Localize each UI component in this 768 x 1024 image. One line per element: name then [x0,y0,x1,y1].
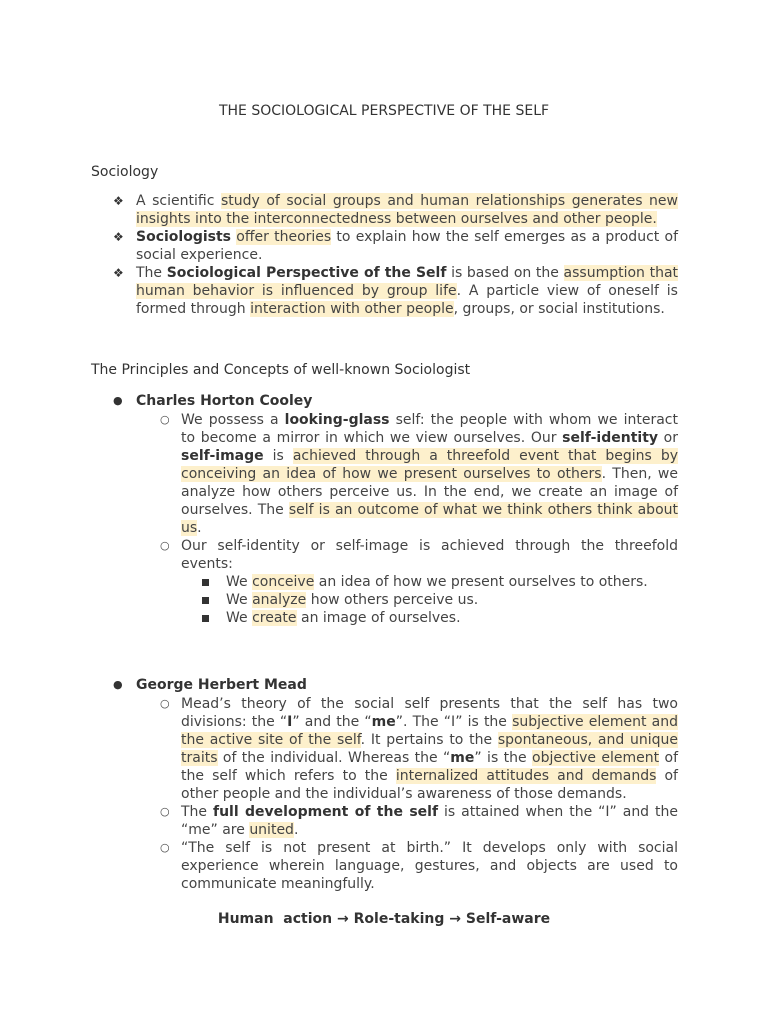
list-item: We conceive an idea of how we present ourselves to others. [202,573,678,591]
list-item: ○ The full development of the self is attained when the “I” and the “me” are united. [160,804,678,838]
list-item: We analyze how others perceive us. [202,591,678,609]
flow-step: Role-taking [353,911,445,927]
mead-list [158,695,678,893]
flow-step: Self-aware [465,911,551,927]
highlight: achieved through a threefold event that begins by conceiving an idea of how we present ourselves to others [181,448,678,482]
highlight: internalized attitudes and demands [395,768,657,784]
diamond-bullet-icon: ❖ [113,194,124,208]
circle-bullet-icon: ○ [160,539,170,552]
cooley-list [158,411,678,627]
highlight: create [252,610,297,626]
diamond-bullet-icon: ❖ [113,230,124,244]
circle-bullet-icon: ○ [160,841,170,854]
list-item: ❖ A scientific study of social groups and human relationships generates new insights into the interconnectedness between ourselves and other people. [113,193,678,227]
cooley-section [113,392,678,627]
square-bullet-icon [202,615,209,622]
highlight: objective element [532,750,660,766]
list-item: We create an image of ourselves. [202,609,678,627]
highlight: study of social groups and human relationships generates new insights into the interconnectedness between ourselves and other people. [136,193,678,227]
diamond-bullet-icon: ❖ [113,266,124,280]
circle-bullet-icon: ○ [160,697,170,710]
list-item: ○ Our self-identity or self-image is achieved through the threefold events: We conceive an idea of how we present ourselves to others. We analyze how others perceive us. We create an image of ourselves. [160,538,678,626]
list-item: ○ “The self is not present at birth.” It develops only with social experience wherein language, gestures, and objects are used to communicate meaningfully. [160,840,678,892]
circle-bullet-icon: ○ [160,413,170,426]
highlight: offer theories [236,229,332,245]
highlight: analyze [252,592,307,608]
highlight: interaction with other people [250,301,454,317]
highlight: spontaneous, and unique traits [181,732,679,766]
arrow-right-icon: → [449,911,461,927]
highlight: assumption that human behavior is influenced by group life [136,265,679,299]
highlight: united [249,822,294,838]
highlight: subjective element and the active site of the self [181,714,678,748]
square-bullet-icon [202,597,209,604]
sociology-heading: Sociology [91,164,159,180]
bullet-icon: ● [113,394,123,407]
cooley-name: ● Charles Horton Cooley [113,393,313,409]
list-item: ○ Mead’s theory of the social self presents that the self has two divisions: the “I” and the “me”. The “I” is the subjective element and the active site of the self. It pertains to the spontaneous, and unique traits of the individual. Whereas the “me” is the objective element of the self which refers to the internalized attitudes and demands of other people and the individual’s awareness of those demands. [160,696,679,802]
sociology-list [113,192,678,318]
arrow-right-icon: → [337,911,349,927]
process-flow [0,910,768,928]
page-title: THE SOCIOLOGICAL PERSPECTIVE OF THE SELF [218,103,550,119]
highlight: conceive [252,574,315,590]
circle-bullet-icon: ○ [160,805,170,818]
highlight: self is an outcome of what we think others think about us [181,502,678,536]
list-item: ❖ Sociologists offer theories to explain how the self emerges as a product of social experience. [113,229,678,263]
principles-heading: The Principles and Concepts of well-known Sociologist [91,362,471,378]
mead-section [113,676,678,893]
list-item: ○ We possess a looking-glass self: the people with whom we interact to become a mirror in which we view ourselves. Our self-identity or self-image is achieved through a threefold event that begins by conceiving an idea of how we present ourselves to others. Then, we analyze how others perceive us. In the end, we create an image of ourselves. The self is an outcome of what we think others think about us. [160,412,678,536]
flow-step: Human action [217,911,333,927]
square-bullet-icon [202,579,209,586]
bullet-icon: ● [113,678,123,691]
mead-name: ● George Herbert Mead [113,677,307,693]
list-item: ❖ The Sociological Perspective of the Self is based on the assumption that human behavior is influenced by group life. A particle view of oneself is formed through interaction with other people, groups, or social institutions. [113,265,679,317]
threefold-list [202,573,678,627]
